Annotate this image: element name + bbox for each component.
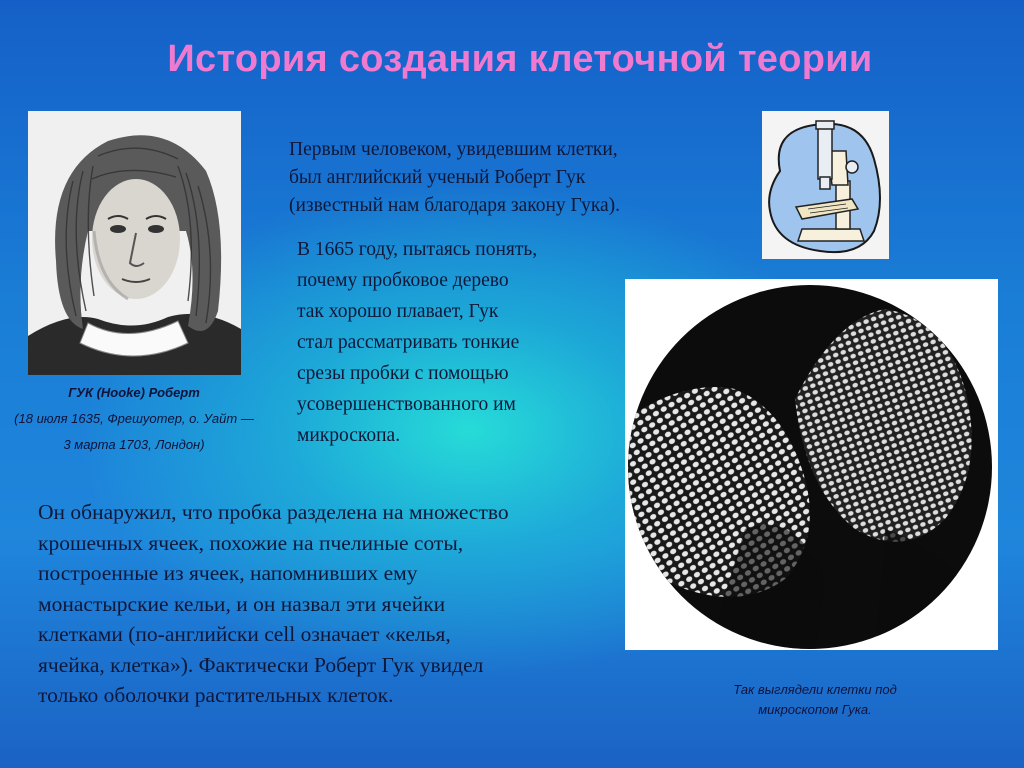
intro-line: (известный нам благодаря закону Гука). (289, 195, 621, 216)
paragraph-1665-line: так хорошо плавает, Гук (297, 301, 499, 322)
micrograph-caption-line: микроскопом Гука. (758, 702, 872, 717)
hooke-portrait (28, 111, 241, 375)
paragraph-1665-line: В 1665 году, пытаясь понять, (297, 239, 538, 260)
discovery-line: только оболочки растительных клеток. (38, 683, 394, 707)
portrait-caption-birth: (18 июля 1635, Фрешуотер, о. Уайт — (14, 411, 254, 426)
slide-title: История создания клеточной теории (167, 38, 873, 80)
discovery-line: построенные из ячеек, напомнивших ему (38, 561, 418, 585)
paragraph-1665-line: стал рассматривать тонкие (297, 332, 520, 353)
microscope-illustration (762, 111, 889, 259)
discovery-line: крошечных ячеек, похожие на пчелиные соты, (38, 530, 464, 555)
paragraph-1665 (297, 234, 627, 451)
discovery-line: клетками (по-английски cell означает «келья, (38, 622, 451, 646)
intro-line: Первым человеком, увидевшим клетки, (289, 139, 618, 160)
portrait-caption-name: ГУК (Hooke) Роберт (68, 385, 200, 400)
paragraph-1665-line: усовершенствованного им (297, 394, 516, 415)
paragraph-1665-line: почему пробковое дерево (297, 270, 509, 291)
cork-cells-micrograph (625, 279, 998, 650)
micrograph-caption (690, 680, 940, 720)
portrait-caption (0, 380, 268, 458)
discovery-paragraph (38, 497, 638, 711)
paragraph-1665-line: микроскопа. (297, 425, 401, 446)
portrait-caption-death: 3 марта 1703, Лондон) (63, 437, 205, 452)
paragraph-1665-line: срезы пробки с помощью (297, 363, 509, 384)
discovery-line: ячейка, клетка»). Фактически Роберт Гук увидел (38, 652, 484, 677)
intro-paragraph (289, 136, 749, 220)
intro-line: был английский ученый Роберт Гук (289, 167, 586, 188)
discovery-line: Он обнаружил, что пробка разделена на множество (38, 500, 509, 524)
micrograph-caption-line: Так выглядели клетки под (733, 682, 897, 697)
discovery-line: монастырские кельи, и он назвал эти ячейки (38, 591, 446, 616)
